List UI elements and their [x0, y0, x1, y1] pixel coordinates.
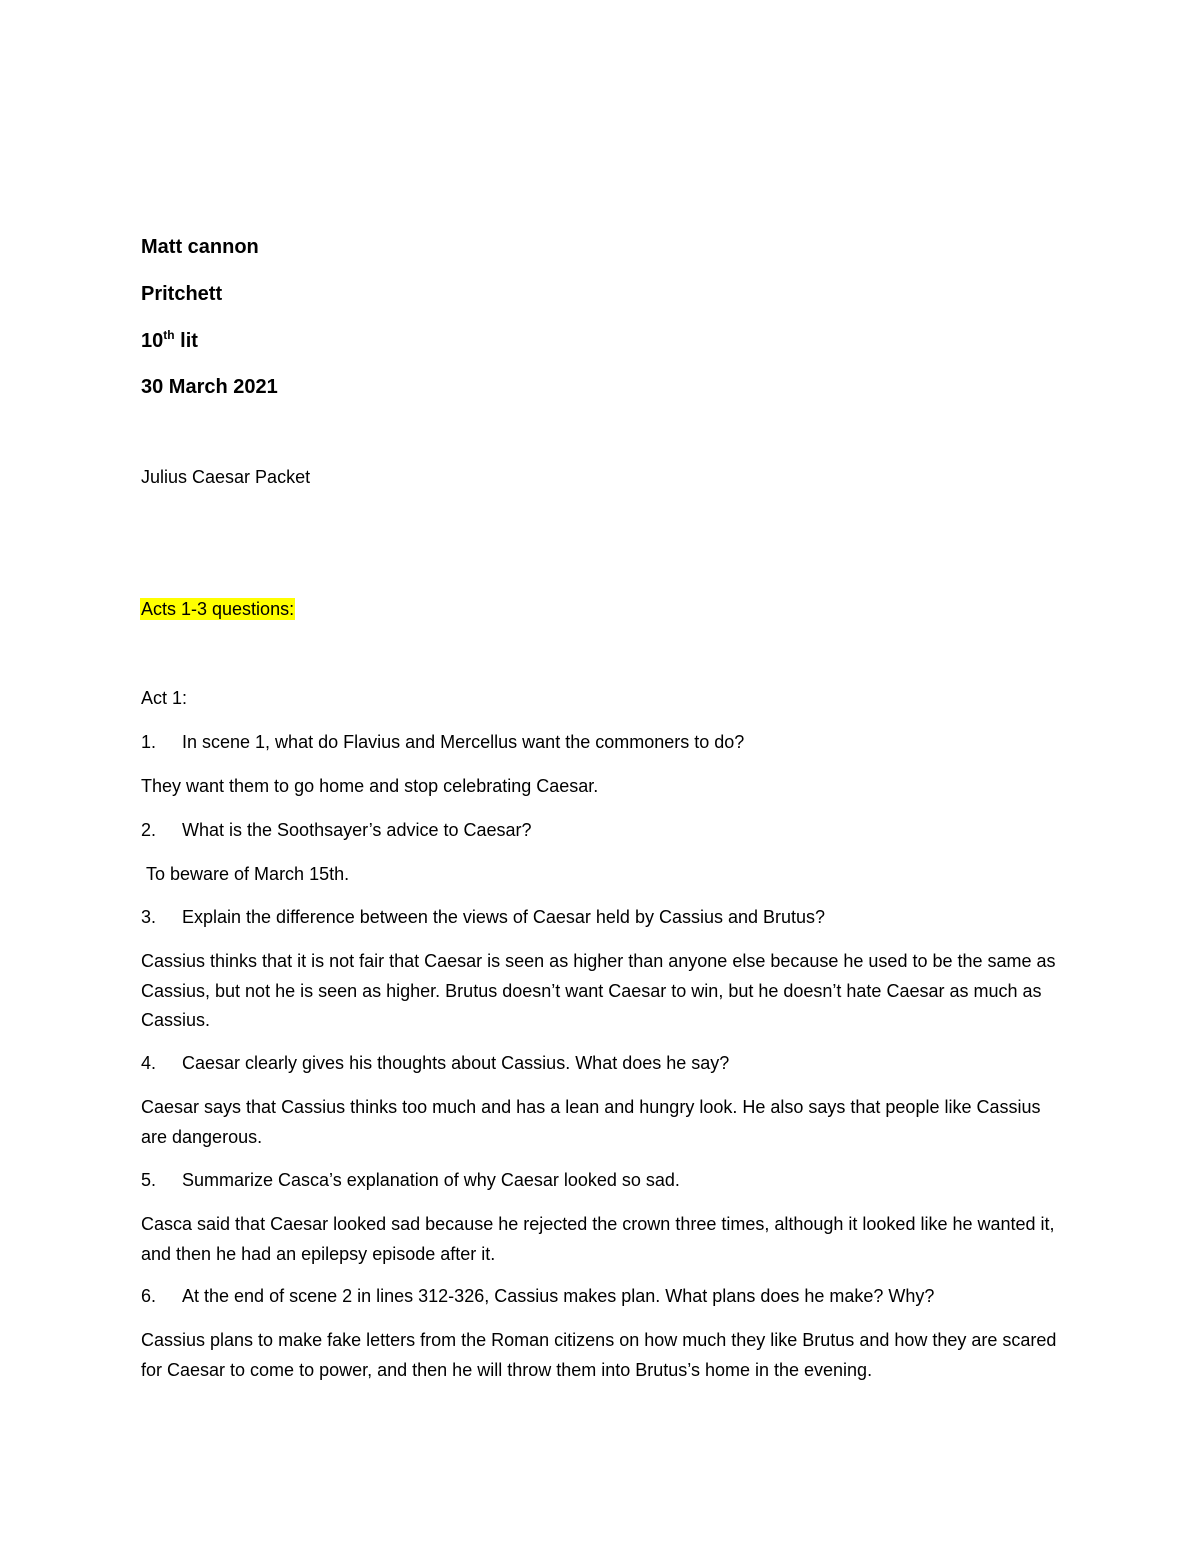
section-heading-highlight: Acts 1-3 questions: [141, 599, 295, 619]
question-5 [141, 1170, 680, 1191]
question-text: At the end of scene 2 in lines 312-326, Cassius makes plan. What plans does he make? Why? [182, 1286, 935, 1306]
answer-1: They want them to go home and stop celebrating Caesar. [141, 776, 599, 796]
section-heading [140, 599, 295, 620]
answer-2: To beware of March 15th. [146, 864, 350, 884]
question-text: Explain the difference between the views of Caesar held by Cassius and Brutus? [182, 907, 826, 927]
question-text: In scene 1, what do Flavius and Mercellus want the commoners to do? [182, 732, 745, 752]
answer-6: Cassius plans to make fake letters from the Roman citizens on how much they like Brutus and how they are scared for Caesar to come to power, and then he will throw them into Brutus’s home in the evening. [141, 1330, 1057, 1380]
question-text: Summarize Casca’s explanation of why Caesar looked so sad. [182, 1170, 680, 1190]
question-number: 6. [141, 1286, 157, 1306]
class-number: 10 [141, 330, 164, 352]
question-2 [141, 820, 532, 841]
question-number: 4. [141, 1053, 157, 1073]
class-rest: lit [174, 330, 198, 352]
question-text: What is the Soothsayer’s advice to Caesar? [182, 820, 532, 840]
question-4 [141, 1053, 729, 1074]
date: 30 March 2021 [141, 376, 278, 398]
question-text: Caesar clearly gives his thoughts about Cassius. What does he say? [182, 1053, 730, 1073]
question-3 [141, 907, 825, 928]
answer-3: Cassius thinks that it is not fair that Caesar is seen as higher than anyone else because he used to be the same as Cassius, but not he is seen as higher. Brutus doesn’t want Caesar to win, but he doesn’t hate Caesar as much as Cassius. [141, 951, 1056, 1030]
question-6 [141, 1286, 934, 1307]
question-number: 3. [141, 907, 157, 927]
question-number: 5. [141, 1170, 157, 1190]
question-1 [141, 732, 744, 753]
class-suffix: th [163, 328, 175, 342]
question-number: 1. [141, 732, 157, 752]
student-name: Matt cannon [141, 236, 259, 258]
act-heading: Act 1: [141, 688, 188, 708]
answer-5: Casca said that Caesar looked sad because he rejected the crown three times, although it looked like he wanted it, and then he had an epilepsy episode after it. [141, 1214, 1055, 1264]
document-title: Julius Caesar Packet [141, 467, 311, 487]
teacher-name: Pritchett [141, 283, 223, 305]
class-name [141, 330, 198, 353]
answer-4: Caesar says that Cassius thinks too much and has a lean and hungry look. He also says that people like Cassius are dangerous. [141, 1097, 1041, 1147]
question-number: 2. [141, 820, 157, 840]
